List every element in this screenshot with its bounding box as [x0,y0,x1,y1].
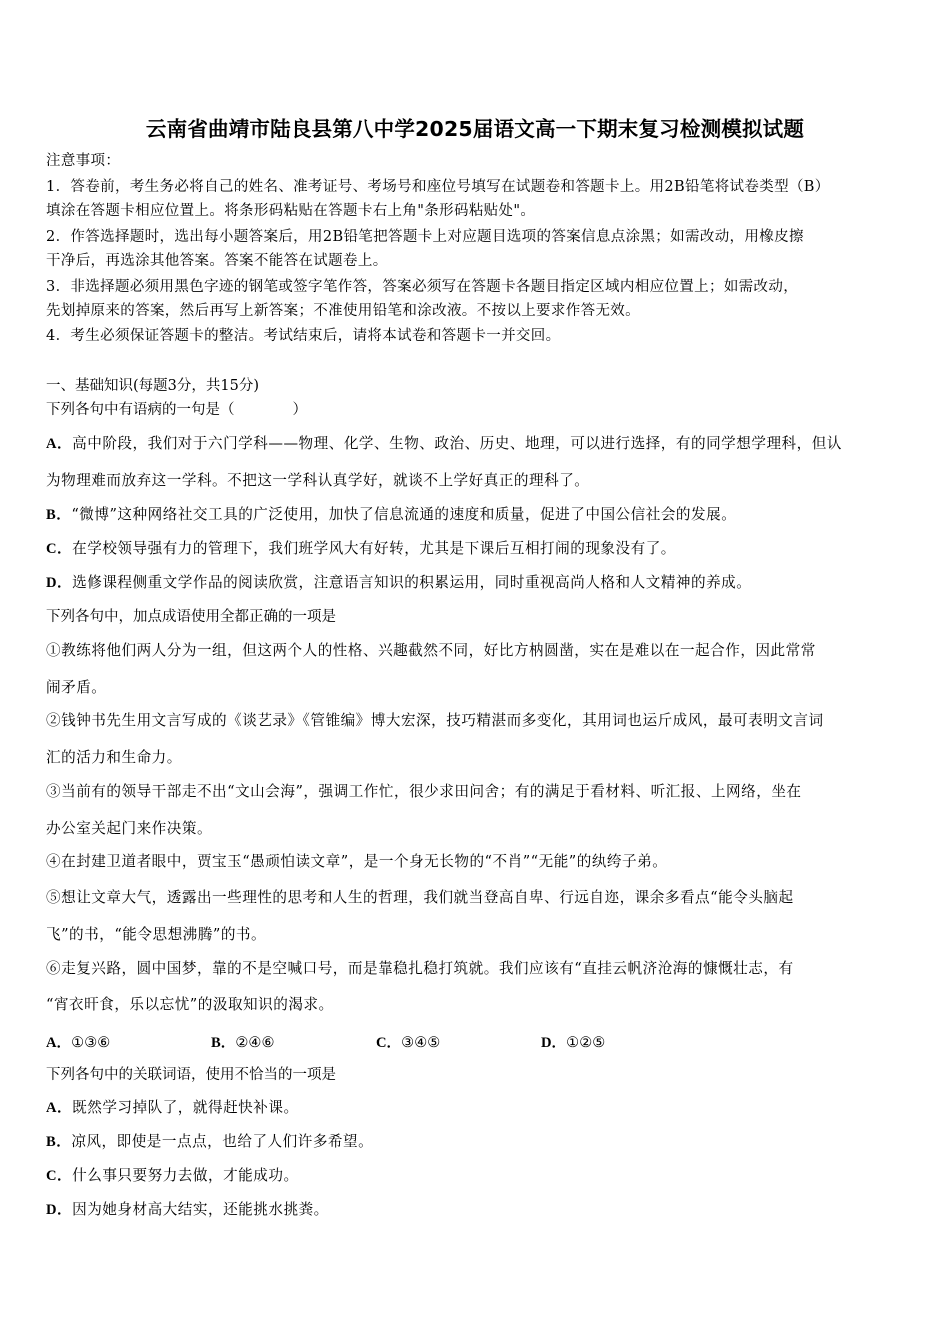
choice-letter: B． [211,1035,236,1051]
choice-letter: C． [376,1035,402,1051]
option-letter: A． [46,1100,73,1116]
choice-a [46,1031,110,1052]
statement-item: ⑥走复兴路，圆中国梦，靠的不是空喊口号，而是靠稳扎稳打筑就。我们应该有“直挂云帆济沧海的慷慨壮志，有 [46,960,794,977]
notice-line: 先划掉原来的答案，然后再写上新答案；不准使用铅笔和涂改液。不按以上要求作答无效。 [46,303,640,319]
choice-text: ②④⑥ [235,1034,275,1051]
notice-heading: 注意事项： [46,153,121,169]
notice-line: 干净后，再选涂其他答案。答案不能答在试题卷上。 [46,253,388,269]
notice-line: 3．非选择题必须用黑色字迹的钢笔或签字笔作答，答案必须写在答题卡各题目指定区域内相应位置上；如需改动， [46,279,799,295]
choice-text: ③④⑤ [401,1034,441,1051]
option-text: 在学校领导强有力的管理下，我们班学风大有好转，尤其是下课后互相打闹的现象没有了。 [72,540,676,557]
choice-text: ①③⑥ [71,1034,111,1051]
choice-letter: A． [46,1035,72,1051]
option-a [46,435,842,453]
option-text: 凉风，即使是一点点，也给了人们许多希望。 [71,1133,374,1150]
notice-line: 1．答卷前，考生务必将自己的姓名、准考证号、考场号和座位号填写在试题卷和答题卡上。用2B铅笔将试卷类型（B） [46,179,830,195]
option-letter: C． [46,541,73,557]
statement-item-continued: 闹矛盾。 [46,679,107,696]
page-title: 云南省曲靖市陆良县第八中学2025届语文高一下期末复习检测模拟试题 [145,117,805,141]
option-text: 因为她身材高大结实，还能挑水挑粪。 [72,1201,329,1218]
question-stem: 下列各句中，加点成语使用全都正确的一项是 [46,609,336,625]
notice-line: 2．作答选择题时，选出每小题答案后，用2B铅笔把答题卡上对应题目选项的答案信息点涂黑；如需改动，用橡皮擦 [46,229,804,245]
option-letter: A． [46,436,73,452]
choice-text: ①②⑤ [566,1034,606,1051]
section-heading: 一、基础知识(每题3分，共15分) [46,378,259,394]
option-d [46,1201,329,1219]
statement-item-continued: “宵衣旰食，乐以忘忧”的汲取知识的渴求。 [46,996,334,1013]
option-letter: D． [46,1202,73,1218]
question-stem: 下列各句中有语病的一句是（ ） [46,402,307,418]
option-c [46,540,676,558]
option-b [46,506,736,524]
option-b [46,1133,373,1151]
choice-c [376,1031,440,1052]
option-letter: D． [46,575,73,591]
statement-item-continued: 汇的活力和生命力。 [46,749,182,766]
option-letter: B． [46,507,72,523]
option-text: “微博”这种网络社交工具的广泛使用，加快了信息流通的速度和质量，促进了中国公信社会的发展。 [71,506,737,523]
answer-choices [46,1031,746,1049]
option-text: 既然学习掉队了，就得赶快补课。 [72,1099,299,1116]
statement-item: ⑤想让文章大气，透露出一些理性的思考和人生的哲理，我们就当登高自卑、行远自迩，课余多看点“能令头脑起 [46,889,794,906]
option-c [46,1167,299,1185]
statement-item: ④在封建卫道者眼中，贾宝玉“愚顽怕读文章”，是一个身无长物的“不肖”“无能”的纨绔子弟。 [46,853,668,870]
option-text: 什么事只要努力去做，才能成功。 [72,1167,299,1184]
statement-item-continued: 飞”的书，“能令思想沸腾”的书。 [46,926,267,943]
statement-item: ①教练将他们两人分为一组，但这两个人的性格、兴趣截然不同，好比方枘圆凿，实在是难以在一起合作，因此常常 [46,642,816,659]
option-letter: C． [46,1168,73,1184]
statement-item: ②钱钟书先生用文言写成的《谈艺录》《管锥编》博大宏深，技巧精湛而多变化，其用词也运斤成风，最可表明文言词 [46,712,824,729]
notice-line: 4．考生必须保证答题卡的整洁。考试结束后，请将本试卷和答题卡一并交回。 [46,328,561,344]
option-a-continued: 为物理难而放弃这一学科。不把这一学科认真学好，就谈不上学好真正的理科了。 [46,472,590,489]
choice-letter: D． [541,1035,567,1051]
option-text: 高中阶段，我们对于六门学科——物理、化学、生物、政治、历史、地理，可以进行选择，有的同学想学理科，但认 [72,435,842,452]
option-d [46,574,751,592]
statement-item: ③当前有的领导干部走不出“文山会海”，强调工作忙，很少求田问舍；有的满足于看材料、听汇报、上网络，坐在 [46,783,802,800]
question-stem: 下列各句中的关联词语，使用不恰当的一项是 [46,1067,336,1083]
choice-d [541,1031,605,1052]
option-a [46,1099,299,1117]
statement-item-continued: 办公室关起门来作决策。 [46,820,213,837]
option-letter: B． [46,1134,72,1150]
choice-b [211,1031,275,1052]
notice-line: 填涂在答题卡相应位置上。将条形码粘贴在答题卡右上角"条形码粘贴处"。 [46,203,536,219]
option-text: 选修课程侧重文学作品的阅读欣赏，注意语言知识的积累运用，同时重视高尚人格和人文精神的养成。 [72,574,752,591]
